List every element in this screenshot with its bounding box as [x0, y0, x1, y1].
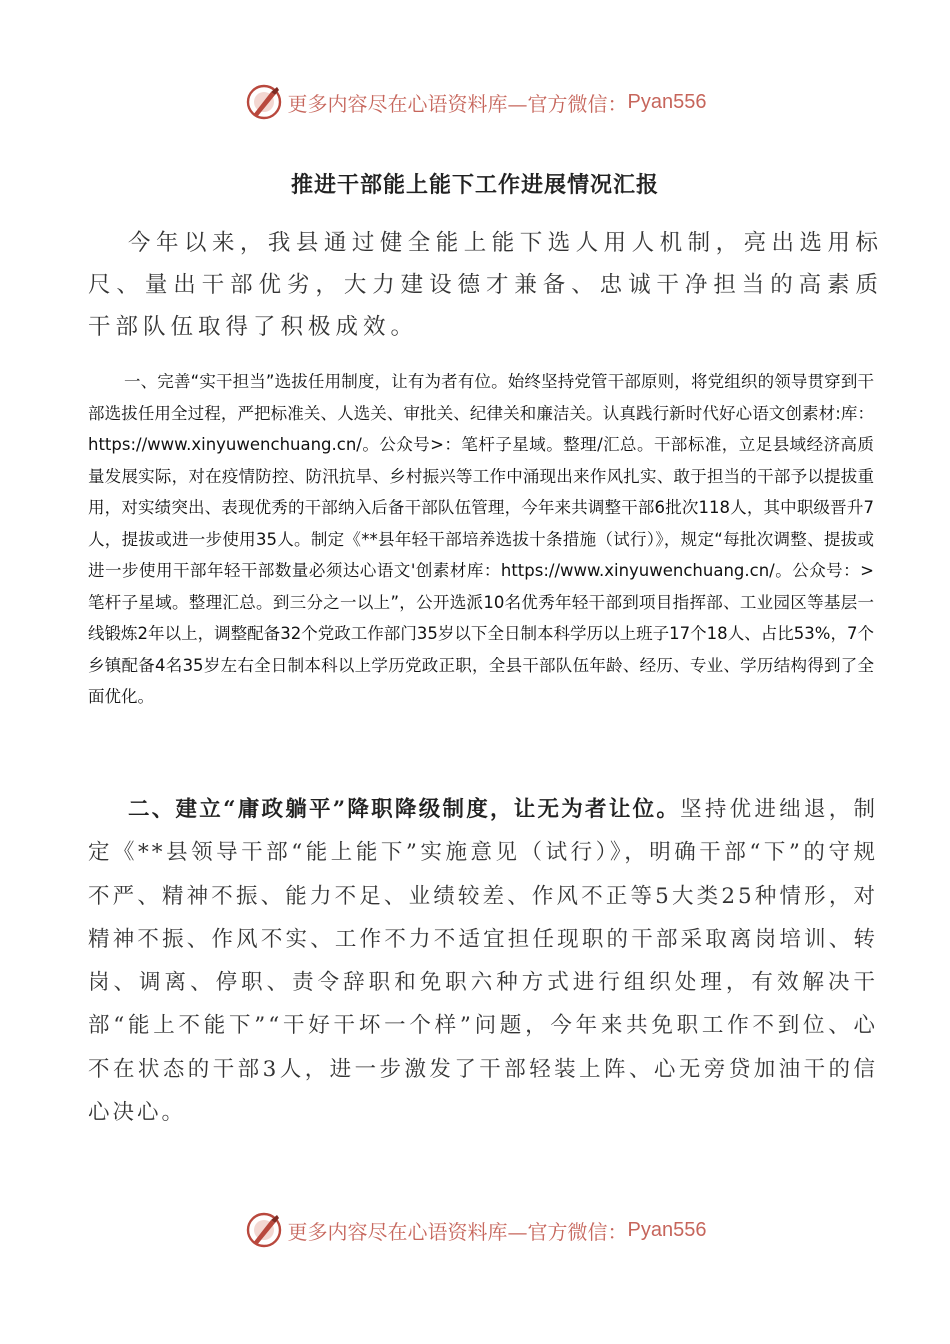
header-banner	[0, 80, 950, 124]
pen-logo-icon	[244, 82, 284, 122]
banner-text: 更多内容尽在心语资料库—官方微信：	[287, 91, 628, 116]
section-1-paragraph: 一、完善“实干担当”选拔任用制度，让有为者有位。始终坚持党管干部原则，将党组织的领导贯穿到干部选拔任用全过程，严把标准关、人选关、审批关、纪律关和廉洁关。认真践行新时代好心语文创素材:库：https://www.xinyuwenchuang.cn/。公众号>：笔杆子星域。整理/汇总。干部标准，立足县域经济高质量发展实际，对在疫情防控、防汛抗旱、乡村振兴等工作中涌现出来作风扎实、敢于担当的干部予以提拔重用，对实绩突出、表现优秀的干部纳入后备干部队伍管理，今年来共调整干部6批次118人，其中职级晋升7人，提拔或进一步使用35人。制定《**县年轻干部培养选拔十条措施（试行）》，规定“每批次调整、提拔或进一步使用干部年轻干部数量必须达心语文'创素材库：https://www.xinyuwenchuang.cn/。公众号：>笔杆子星域。整理汇总。到三分之一以上”，公开选派10名优秀年轻干部到项目指挥部、工业园区等基层一线锻炼2年以上，调整配备32个党政工作部门35岁以下全日制本科学历以上班子17个18人、占比53%，7个乡镇配备4名35岁左右全日制本科以上学历党政正职，全县干部队伍年龄、经历、专业、学历结构得到了全面优化。	[88, 372, 874, 706]
section-2-body: 坚持优进绌退，制定《**县领导干部“能上能下”实施意见（试行）》，明确干部“下”的守规不严、精神不振、能力不足、业绩较差、作风不正等5大类25种情形，对精神不振、作风不实、工作不力不适宜担任现职的干部采取离岗培训、转岗、调离、停职、责令辞职和免职六种方式进行组织处理，有效解决干部“能上不能下”“干好干坏一个样”问题，今年来共免职工作不到位、心不在状态的干部3人，进一步激发了干部轻装上阵、心无旁贷加油干的信心决心。	[88, 797, 878, 1126]
footer-banner	[0, 1208, 950, 1252]
section-2-paragraph	[88, 788, 878, 1134]
intro-paragraph: 今年以来，我县通过健全能上能下选人用人机制，亮出选用标尺、量出干部优劣，大力建设德才兼备、忠诚干净担当的高素质干部队伍取得了积极成效。	[88, 230, 883, 340]
wechat-id: Pyan556	[627, 1218, 707, 1241]
document-title: 推进干部能上能下工作进展情况汇报	[290, 173, 659, 198]
pen-logo-icon	[244, 1210, 284, 1250]
banner-text: 更多内容尽在心语资料库—官方微信：	[287, 1219, 628, 1244]
section-2-heading: 二、建立“庸政躺平”降职降级制度，让无为者让位。	[128, 797, 681, 822]
wechat-id: Pyan556	[627, 90, 707, 113]
